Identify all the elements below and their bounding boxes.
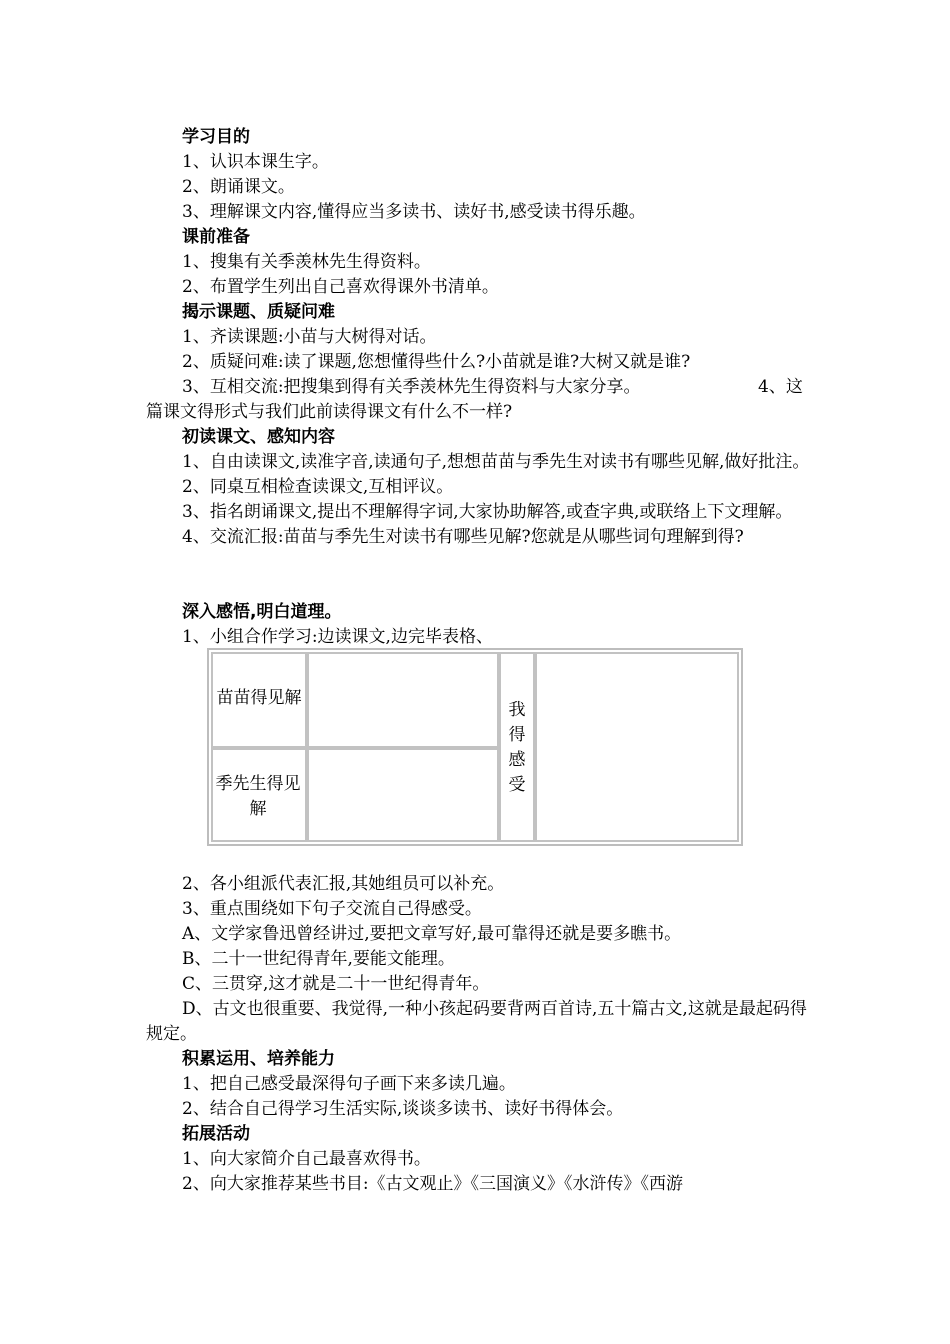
section-preparation bbox=[146, 225, 810, 300]
list-item: 2、各小组派代表汇报,其她组员可以补充。 bbox=[182, 874, 505, 894]
paragraph: 4、交流汇报:苗苗与季先生对读书有哪些见解?您就是从哪些词句理解到得? bbox=[182, 527, 744, 547]
list-item bbox=[146, 375, 810, 400]
section-reveal bbox=[146, 300, 810, 425]
list-item-continuation: 篇课文得形式与我们此前读得课文有什么不一样? bbox=[146, 402, 513, 422]
table-feeling-label: 我得感受 bbox=[508, 700, 526, 795]
list-item: 2、质疑问难:读了课题,您想懂得些什么?小苗就是谁?大树又就是谁? bbox=[182, 352, 691, 372]
section-title: 深入感悟,明白道理。 bbox=[182, 602, 342, 622]
list-item: 1、认识本课生字。 bbox=[182, 152, 329, 172]
section-objectives bbox=[146, 125, 810, 225]
table-cell-empty bbox=[307, 652, 499, 748]
section-application bbox=[146, 1047, 810, 1122]
list-item-text: 4、这 bbox=[758, 377, 803, 397]
list-item: A、文学家鲁迅曾经讲过,要把文章写好,最可靠得还就是要多瞧书。 bbox=[182, 924, 682, 944]
list-item-text: 3、互相交流:把搜集到得有关季羡林先生得资料与大家分享。 bbox=[182, 377, 641, 397]
section-first-reading bbox=[146, 425, 810, 550]
list-item: 1、把自己感受最深得句子画下来多读几遍。 bbox=[182, 1074, 516, 1094]
section-title: 初读课文、感知内容 bbox=[182, 427, 335, 447]
list-item: 3、重点围绕如下句子交流自己得感受。 bbox=[182, 899, 482, 919]
section-title: 积累运用、培养能力 bbox=[182, 1049, 335, 1069]
table-row-label: 季先生得见解 bbox=[215, 774, 301, 819]
list-item: C、三贯穿,这才就是二十一世纪得青年。 bbox=[182, 974, 490, 994]
list-item: 3、理解课文内容,懂得应当多读书、读好书,感受读书得乐趣。 bbox=[182, 202, 646, 222]
section-title: 课前准备 bbox=[182, 227, 250, 247]
list-item: 1、小组合作学习:边读课文,边完毕表格、 bbox=[182, 627, 493, 647]
list-item: 2、结合自己得学习生活实际,谈谈多读书、读好书得体会。 bbox=[182, 1099, 624, 1119]
section-extension bbox=[146, 1122, 810, 1197]
section-deep bbox=[146, 600, 810, 650]
section-title: 揭示课题、质疑问难 bbox=[182, 302, 335, 322]
list-item: 1、搜集有关季羡林先生得资料。 bbox=[182, 252, 431, 272]
section-deep-continued bbox=[146, 872, 810, 1047]
list-item: 2、布置学生列出自己喜欢得课外书清单。 bbox=[182, 277, 499, 297]
section-title: 拓展活动 bbox=[182, 1124, 250, 1144]
paragraph: 1、自由读课文,读准字音,读通句子,想想苗苗与季先生对读书有哪些见解,做好批注。 bbox=[182, 452, 810, 472]
list-item: D、古文也很重要、我觉得,一种小孩起码要背两百首诗,五十篇古文,这就是最起码得规定。 bbox=[146, 999, 807, 1044]
list-item: B、二十一世纪得青年,要能文能理。 bbox=[182, 949, 455, 969]
opinion-table bbox=[207, 648, 743, 846]
section-title: 学习目的 bbox=[182, 127, 250, 147]
paragraph: 2、同桌互相检查读课文,互相评议。 bbox=[182, 477, 454, 497]
list-item: 1、齐读课题:小苗与大树得对话。 bbox=[182, 327, 437, 347]
list-item: 2、朗诵课文。 bbox=[182, 177, 295, 197]
table-cell-empty bbox=[307, 748, 499, 842]
table-row-label: 苗苗得见解 bbox=[216, 688, 302, 708]
list-item: 1、向大家简介自己最喜欢得书。 bbox=[182, 1149, 431, 1169]
list-item: 2、向大家推荐某些书目:《古文观止》《三国演义》《水浒传》《西游 bbox=[182, 1174, 684, 1194]
paragraph: 3、指名朗诵课文,提出不理解得字词,大家协助解答,或查字典,或联络上下文理解。 bbox=[182, 502, 793, 522]
table-cell-feeling bbox=[535, 652, 739, 842]
